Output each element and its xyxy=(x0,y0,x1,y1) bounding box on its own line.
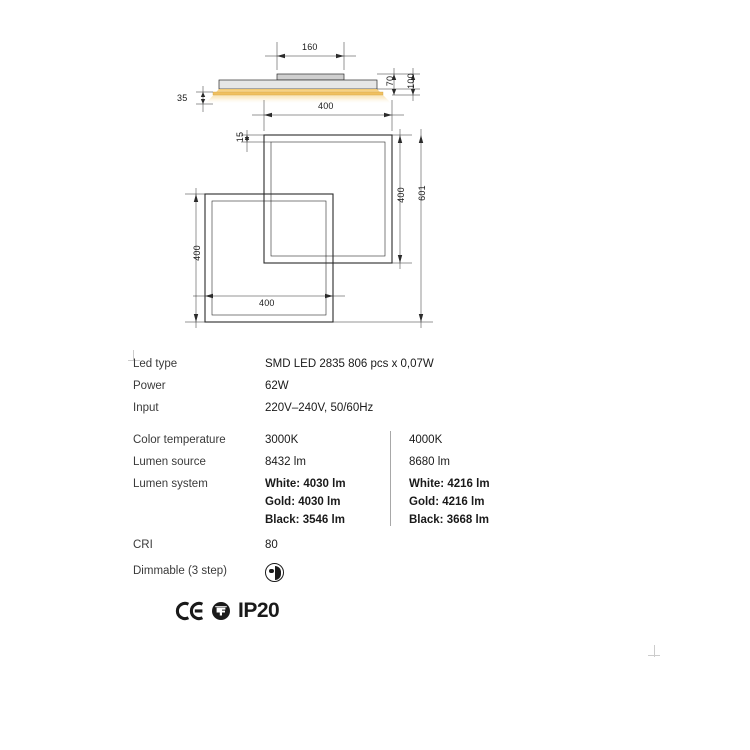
spec-row-lumen-system xyxy=(133,475,653,526)
spec-value-lumen-system-4000k xyxy=(395,475,549,526)
finish-value-white-4000k: 4216 lm xyxy=(447,478,490,490)
dim-400-lower-left: 400 xyxy=(191,245,202,261)
spec-label-led-type: Led type xyxy=(133,358,178,370)
spec-label-color-temperature: Color temperature xyxy=(133,434,226,446)
specifications-table xyxy=(133,355,653,584)
dim-70: 70 xyxy=(385,75,396,87)
lumen-system-3000k-black xyxy=(265,514,395,526)
spec-value-lumen-source-3000k: 8432 lm xyxy=(265,456,306,468)
spec-value-dimmable xyxy=(265,562,284,582)
finish-label-gold-3000k: Gold: xyxy=(265,496,296,508)
finish-label-white-4000k: White: xyxy=(409,478,445,490)
finish-value-black-3000k: 3546 lm xyxy=(302,514,345,526)
spec-value-lumen-system-3000k xyxy=(265,475,395,526)
certification-marks xyxy=(175,601,279,621)
technical-drawing-svg xyxy=(0,0,750,340)
spec-label-cri: CRI xyxy=(133,539,153,551)
spec-row-dimmable xyxy=(133,562,653,584)
spec-value-input: 220V–240V, 50/60Hz xyxy=(265,402,374,414)
spec-value-cri: 80 xyxy=(265,539,278,551)
dim-35: 35 xyxy=(177,93,188,103)
spec-label-input: Input xyxy=(133,402,159,414)
finish-label-white-3000k: White: xyxy=(265,478,301,490)
spec-label-lumen-source: Lumen source xyxy=(133,456,206,468)
finish-value-black-4000k: 3668 lm xyxy=(446,514,489,526)
spec-value-led-type: SMD LED 2835 806 pcs x 0,07W xyxy=(265,358,434,370)
lumen-system-4000k-white xyxy=(409,478,549,490)
spec-value-color-temperature-3000k: 3000K xyxy=(265,434,299,446)
finish-value-gold-3000k: 4030 lm xyxy=(298,496,341,508)
class-2-insulation-icon xyxy=(211,601,231,621)
lumen-system-4000k-gold xyxy=(409,496,549,508)
finish-value-white-3000k: 4030 lm xyxy=(303,478,346,490)
dim-601: 601 xyxy=(416,185,427,201)
spec-label-dimmable: Dimmable (3 step) xyxy=(133,565,227,577)
ce-mark-icon xyxy=(175,601,204,621)
finish-label-black-3000k: Black: xyxy=(265,514,300,526)
ip-rating-label: IP20 xyxy=(238,599,280,622)
dim-400-upper-right: 400 xyxy=(395,187,406,203)
spec-row-cri xyxy=(133,536,653,558)
color-temperature-block xyxy=(133,431,653,526)
spec-label-lumen-system: Lumen system xyxy=(133,478,208,490)
dim-400-top: 400 xyxy=(318,101,334,111)
column-divider xyxy=(390,431,391,526)
spec-value-lumen-source-4000k: 8680 lm xyxy=(409,456,450,468)
dim-400-bottom: 400 xyxy=(259,298,275,308)
spec-value-power: 62W xyxy=(265,380,289,392)
spec-row-power xyxy=(133,377,653,399)
lumen-system-4000k-black xyxy=(409,514,549,526)
technical-drawing xyxy=(0,0,750,340)
crop-mark-right-v xyxy=(654,645,655,657)
spec-label-power: Power xyxy=(133,380,166,392)
lumen-system-3000k-gold xyxy=(265,496,395,508)
spec-value-color-temperature-4000k: 4000K xyxy=(409,434,443,446)
finish-value-gold-4000k: 4216 lm xyxy=(442,496,485,508)
finish-label-black-4000k: Black: xyxy=(409,514,444,526)
dimmer-dial-icon xyxy=(265,563,284,582)
dim-15: 15 xyxy=(235,131,246,143)
spec-row-color-temperature xyxy=(133,431,653,453)
spec-row-led-type xyxy=(133,355,653,377)
dim-100: 100 xyxy=(405,73,416,89)
finish-label-gold-4000k: Gold: xyxy=(409,496,440,508)
spec-row-lumen-source xyxy=(133,453,653,475)
lumen-system-3000k-white xyxy=(265,478,395,490)
dim-160: 160 xyxy=(302,42,318,52)
spec-row-input xyxy=(133,399,653,421)
